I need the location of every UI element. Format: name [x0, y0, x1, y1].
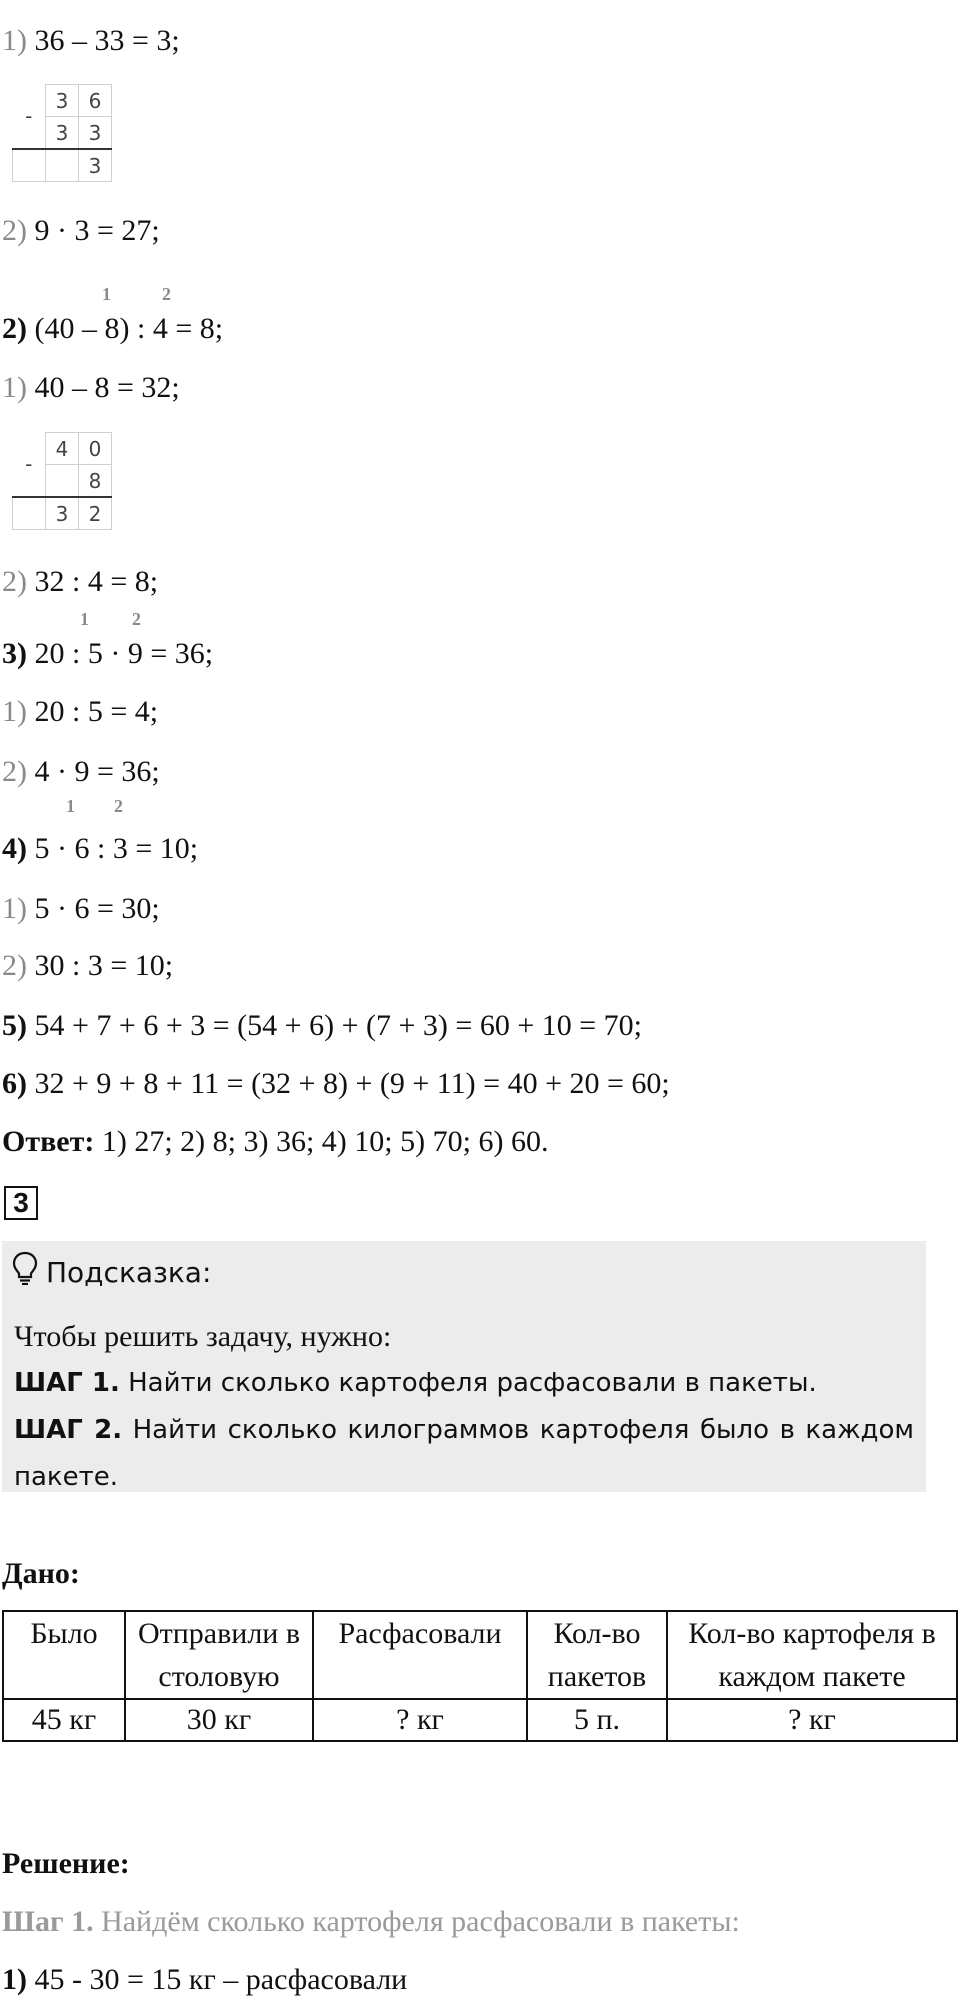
step-line: 1) 36 – 33 = 3;	[2, 24, 180, 57]
table-header-cell: Кол-во картофеля в каждом пакете	[667, 1611, 957, 1699]
hint-title: Подсказка:	[46, 1255, 212, 1289]
task-number: 3	[4, 1186, 38, 1220]
digit-cell: 8	[79, 465, 112, 498]
digit-cell: 4	[46, 433, 79, 465]
expression-line: 2) (40 – 8) : 4 = 8;	[2, 312, 224, 345]
digit-cell	[13, 497, 46, 530]
digit-cell	[13, 149, 46, 182]
answer-line: Ответ: 1) 27; 2) 8; 3) 36; 4) 10; 5) 70; 6) 60.	[2, 1125, 549, 1158]
expression-line: 3) 20 : 5 · 9 = 36;	[2, 637, 214, 670]
table-header-cell: Было	[3, 1611, 125, 1699]
digit-cell: 2	[79, 497, 112, 530]
digit-cell: 3	[79, 149, 112, 182]
step-line: 2) 9 · 3 = 27;	[2, 214, 160, 247]
table-cell: ? кг	[313, 1699, 527, 1741]
hint-step: ШАГ 2. Найти сколько килограммов картофеля было в каждом пакете.	[14, 1415, 914, 1492]
table-header-cell: Кол-во пакетов	[527, 1611, 667, 1699]
step-line: 1) 40 – 8 = 32;	[2, 371, 180, 404]
digit-cell	[46, 465, 79, 498]
step-line: 2) 30 : 3 = 10;	[2, 949, 174, 982]
digit-cell: 3	[46, 117, 79, 150]
step-line: 1) 20 : 5 = 4;	[2, 695, 159, 728]
solution-title: Решение:	[2, 1847, 130, 1880]
lightbulb-icon	[12, 1251, 38, 1294]
hint-intro: Чтобы решить задачу, нужно:	[14, 1320, 392, 1353]
table-row	[3, 1699, 957, 1741]
order-marker: 1	[102, 284, 111, 304]
table-cell: 45 кг	[3, 1699, 125, 1741]
table-cell: ? кг	[667, 1699, 957, 1741]
step-line: 2) 32 : 4 = 8;	[2, 565, 159, 598]
column-subtraction	[12, 432, 112, 530]
digit-cell: 3	[79, 117, 112, 150]
table-header-cell: Отправили в столовую	[125, 1611, 313, 1699]
expression-line: 4) 5 · 6 : 3 = 10;	[2, 832, 199, 865]
table-cell: 5 п.	[527, 1699, 667, 1741]
column-subtraction	[12, 84, 112, 182]
expression-line: 5) 54 + 7 + 6 + 3 = (54 + 6) + (7 + 3) = 60 + 10 = 70;	[2, 1009, 642, 1042]
order-marker: 1	[66, 796, 75, 816]
digit-cell: 3	[46, 497, 79, 530]
hint-box	[2, 1241, 926, 1492]
table-cell: 30 кг	[125, 1699, 313, 1741]
digit-cell	[46, 149, 79, 182]
minus-sign: -	[25, 452, 33, 477]
order-marker: 1	[80, 609, 89, 629]
given-title: Дано:	[2, 1557, 80, 1590]
digit-cell: 6	[79, 85, 112, 117]
minus-sign: -	[25, 104, 33, 129]
digit-cell: 0	[79, 433, 112, 465]
expression-line: 6) 32 + 9 + 8 + 11 = (32 + 8) + (9 + 11) = 40 + 20 = 60;	[2, 1067, 670, 1100]
order-marker: 2	[132, 609, 141, 629]
order-marker: 2	[162, 284, 171, 304]
order-marker: 2	[114, 796, 123, 816]
table-header-row	[3, 1611, 957, 1699]
solution-step-heading: Шаг 1. Найдём сколько картофеля расфасовали в пакеты:	[2, 1905, 740, 1938]
digit-cell: 3	[46, 85, 79, 117]
table-header-cell: Расфасовали	[313, 1611, 527, 1699]
given-table	[2, 1610, 958, 1742]
hint-body	[14, 1314, 914, 1500]
hint-header	[12, 1251, 211, 1294]
solution-line: 1) 45 - 30 = 15 кг – расфасовали	[2, 1963, 408, 1996]
step-line: 1) 5 · 6 = 30;	[2, 892, 160, 925]
step-line: 2) 4 · 9 = 36;	[2, 755, 160, 788]
hint-step: ШАГ 1. Найти сколько картофеля расфасовали в пакеты.	[14, 1368, 817, 1398]
